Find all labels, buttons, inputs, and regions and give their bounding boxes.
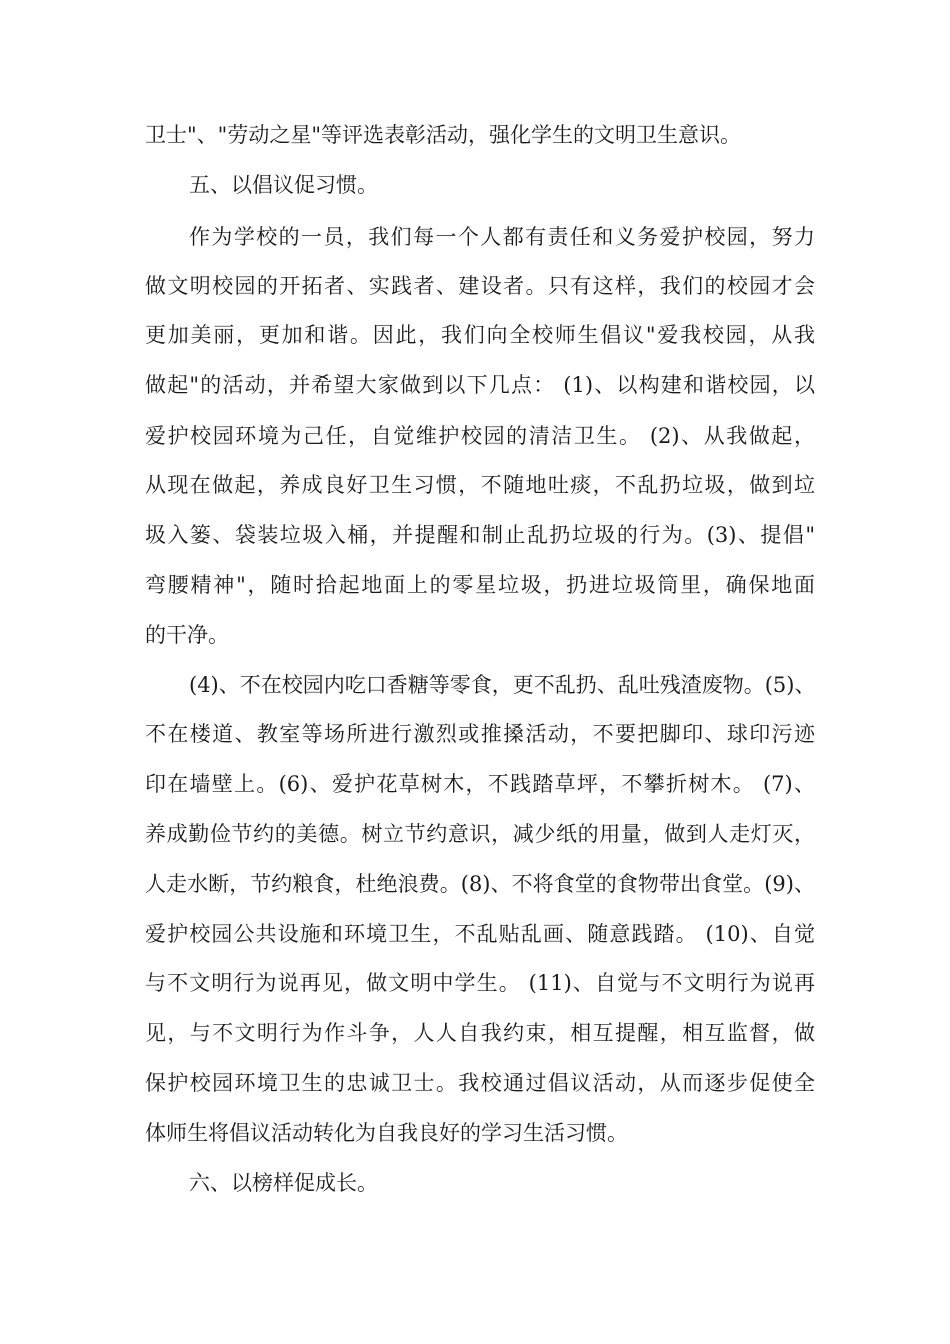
text-line: 见，与不文明行为作斗争，人人自我约束，相互提醒，相互监督，做: [145, 1021, 815, 1045]
text-line: 与不文明行为说再见，做文明中学生。 (11)、自觉与不文明行为说再: [145, 971, 815, 995]
text-line: 从现在做起，养成良好卫生习惯，不随地吐痰，不乱扔垃圾，做到垃: [145, 473, 815, 497]
text-line: 更加美丽，更加和谐。因此，我们向全校师生倡议"爱我校园，从我: [145, 323, 815, 347]
text-line: 作为学校的一员，我们每一个人都有责任和义务爱护校园，努力: [189, 225, 815, 249]
text-line: 的干净。: [145, 623, 229, 647]
section-heading-5: 五、以倡议促习惯。: [189, 173, 378, 197]
text-line: 做起"的活动，并希望大家做到以下几点： (1)、以构建和谐校园，以: [145, 373, 815, 397]
text-line: 印在墙壁上。(6)、爱护花草树木，不践踏草坪，不攀折树木。 (7)、: [145, 772, 815, 796]
text-line: 保护校园环境卫生的忠诚卫士。我校通过倡议活动，从而逐步促使全: [145, 1071, 815, 1095]
text-line: 爱护校园环境为己任，自觉维护校园的清洁卫生。 (2)、从我做起，: [145, 424, 815, 448]
text-line: (4)、不在校园内吃口香糖等零食，更不乱扔、乱吐残渣废物。(5)、: [189, 673, 815, 697]
text-line: 人走水断，节约粮食，杜绝浪费。(8)、不将食堂的食物带出食堂。(9)、: [145, 872, 815, 896]
text-line: 不在楼道、教室等场所进行激烈或推搡活动，不要把脚印、球印污迹: [145, 722, 815, 746]
text-line: 圾入篓、袋装垃圾入桶，并提醒和制止乱扔垃圾的行为。(3)、提倡": [145, 523, 815, 547]
section-heading-6: 六、以榜样促成长。: [189, 1171, 378, 1195]
text-line: 体师生将倡议活动转化为自我良好的学习生活习惯。: [145, 1121, 628, 1145]
text-line: 养成勤俭节约的美德。树立节约意识，减少纸的用量，做到人走灯灭，: [145, 822, 815, 846]
text-line: 爱护校园公共设施和环境卫生，不乱贴乱画、随意践踏。 (10)、自觉: [145, 922, 815, 946]
text-line: 卫士"、"劳动之星"等评选表彰活动，强化学生的文明卫生意识。: [145, 123, 741, 147]
text-line: 弯腰精神"，随时拾起地面上的零星垃圾，扔进垃圾筒里，确保地面: [145, 573, 815, 597]
text-line: 做文明校园的开拓者、实践者、建设者。只有这样，我们的校园才会: [145, 274, 815, 298]
